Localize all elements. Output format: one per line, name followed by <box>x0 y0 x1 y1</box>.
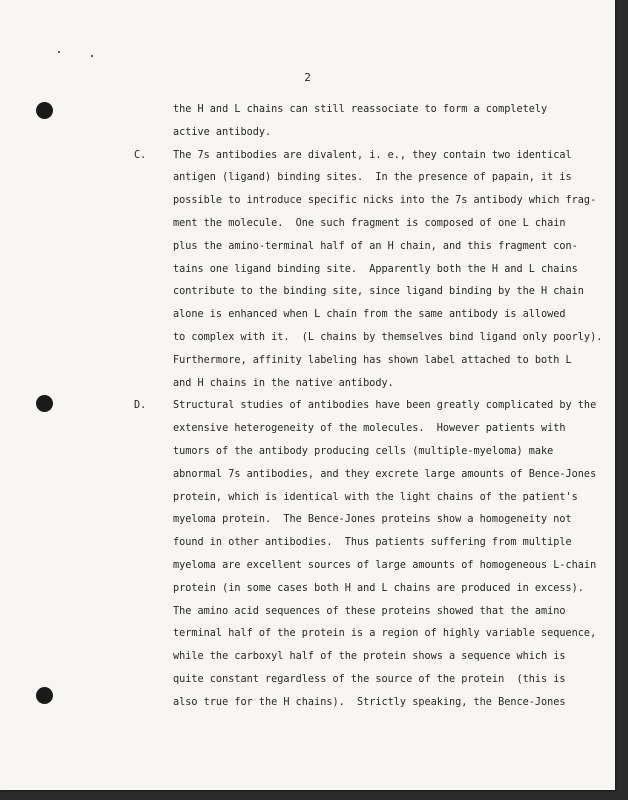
paper-speck <box>58 51 60 53</box>
punch-hole <box>36 102 53 119</box>
text-line: also true for the H chains). Strictly speaking, the Bence-Jones <box>173 696 566 708</box>
text-line: protein, which is identical with the light chains of the patient's <box>173 491 578 503</box>
text-line: ment the molecule. One such fragment is composed of one L chain <box>173 218 566 229</box>
text-line: Furthermore, affinity labeling has shown label attached to both L <box>173 354 572 366</box>
text-line: terminal half of the protein is a region of highly variable sequence, <box>173 628 597 640</box>
text-line: and H chains in the native antibody. <box>173 377 394 389</box>
punch-hole <box>36 395 53 412</box>
text-line: myeloma protein. The Bence-Jones proteins show a homogeneity not <box>173 514 572 526</box>
text-line: while the carboxyl half of the protein shows a sequence which is <box>173 651 566 663</box>
text-line: to complex with it. (L chains by themselves bind ligand only poorly). <box>173 332 603 343</box>
section-label: C. <box>134 149 147 161</box>
text-line: plus the amino-terminal half of an H chain, and this fragment con- <box>173 240 578 252</box>
text-line: The amino acid sequences of these proteins showed that the amino <box>173 605 566 617</box>
text-line: extensive heterogeneity of the molecules. However patients with <box>173 423 566 435</box>
text-line: possible to introduce specific nicks into the 7s antibody which frag- <box>173 195 597 207</box>
text-line: myeloma are excellent sources of large amounts of homogeneous L-chain <box>173 560 597 571</box>
page-number: 2 <box>304 71 311 84</box>
text-line: abnormal 7s antibodies, and they excrete large amounts of Bence-Jones <box>173 468 597 480</box>
text-line: tains one ligand binding site. Apparently both the H and L chains <box>173 263 578 275</box>
text-line: protein (in some cases both H and L chains are produced in excess). <box>173 582 584 594</box>
text-line: contribute to the binding site, since ligand binding by the H chain <box>173 286 584 298</box>
text-line: the H and L chains can still reassociate to form a completely <box>173 104 548 115</box>
text-line: active antibody. <box>173 126 272 138</box>
section-label: D. <box>134 400 147 412</box>
text-line: found in other antibodies. Thus patients suffering from multiple <box>173 537 572 549</box>
text-line: alone is enhanced when L chain from the same antibody is allowed <box>173 309 566 321</box>
text-line: The 7s antibodies are divalent, i. e., they contain two identical <box>173 149 572 161</box>
text-line: quite constant regardless of the source of the protein (this is <box>173 674 566 685</box>
text-line: Structural studies of antibodies have been greatly complicated by the <box>173 400 597 412</box>
text-line: tumors of the antibody producing cells (multiple-myeloma) make <box>173 446 554 457</box>
text-line: antigen (ligand) binding sites. In the presence of papain, it is <box>173 172 572 184</box>
paper-speck <box>91 55 93 57</box>
punch-hole <box>36 687 53 704</box>
